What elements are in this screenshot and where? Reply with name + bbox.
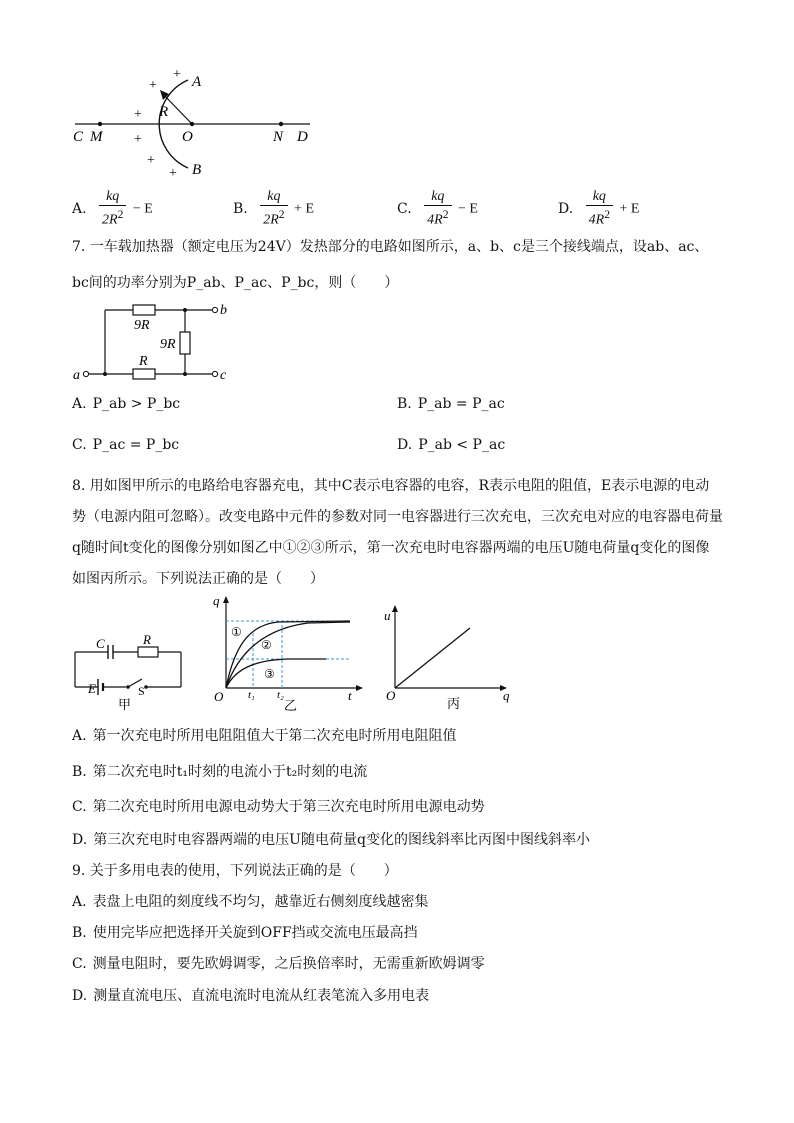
q7-question-line-1: 7. 一车载加热器（额定电压为24V）发热部分的电路如图所示，a、b、c是三个接线端点，设ab、ac、 <box>72 239 709 255</box>
q8-question-line-1: 8. 用如图甲所示的电路给电容器充电，其中C表示电容器的电容，R表示电阻的阻值，E表示电源的电动 <box>72 478 710 494</box>
q8-bing-line <box>395 628 470 688</box>
q8-yi-label-t: t <box>348 688 352 703</box>
q8-option-d[interactable]: D. 第三次充电时电容器两端的电压U随电荷量q变化的图线斜率比丙图中图线斜率小 <box>72 832 590 848</box>
q8-fig-bing <box>380 600 520 715</box>
q8-yi-label-1: ① <box>231 625 242 639</box>
q7-circuit-figure <box>70 300 230 385</box>
q7-option-a[interactable]: A. P_ab > P_bc <box>72 396 181 412</box>
q6-label-D: D <box>297 129 308 145</box>
q8-option-c[interactable]: C. 第二次充电时所用电源电动势大于第三次充电时所用电源电动势 <box>72 799 485 815</box>
q7-option-c[interactable]: C. P_ac = P_bc <box>72 437 180 453</box>
q9-question-line-1: 9. 关于多用电表的使用，下列说法正确的是（ ） <box>72 863 398 879</box>
q6-label-N: N <box>273 129 284 145</box>
q6-option-a[interactable]: A. $\frac{kq}{2R^2}$ − E <box>72 189 153 228</box>
q7-label-b: b <box>220 303 227 318</box>
q8-jia-label-S: S <box>138 684 145 698</box>
q8-bing-label-q: q <box>503 688 510 703</box>
q8-yi-label-3: ③ <box>264 667 275 681</box>
q8-yi-label-t1: t₁ <box>248 689 255 701</box>
q6-plus-sign: + <box>169 166 177 181</box>
q8-jia-label-E: E <box>88 681 96 696</box>
q8-question-line-3: q随时间t变化的图像分别如图乙中①②③所示，第一次充电时电容器两端的电压U随电荷量q变化的图像 <box>72 540 710 556</box>
q8-fig-yi <box>208 593 368 715</box>
q8-bing-label-O: O <box>386 688 396 703</box>
q6-plus-sign: + <box>134 107 142 122</box>
q6-plus-sign: + <box>147 153 155 168</box>
q7-resistor-top <box>133 305 155 315</box>
q6-label-O: O <box>182 129 193 145</box>
q7-label-9R-top: 9R <box>134 318 150 333</box>
q6-plus-sign: + <box>134 132 142 147</box>
q7-label-R-bottom: R <box>139 354 148 369</box>
q7-option-d[interactable]: D. P_ab < P_ac <box>397 437 506 453</box>
q8-question-line-4: 如图丙所示。下列说法正确的是（ ） <box>72 571 324 587</box>
q7-label-a: a <box>73 368 80 383</box>
q8-question-line-2: 势（电源内阻可忽略）。改变电路中元件的参数对同一电容器进行三次充电，三次充电对应的电容器电荷量 <box>72 509 723 525</box>
q6-point-N <box>279 122 283 126</box>
q7-resistor-bottom <box>133 369 155 379</box>
q7-question-line-2: bc间的功率分别为P_ab、P_ac、P_bc，则（ ） <box>72 275 399 291</box>
q7-resistor-right <box>180 332 190 354</box>
q8-yi-label-2: ② <box>261 638 272 652</box>
q6-plus-sign: + <box>173 67 181 82</box>
q9-option-b[interactable]: B. 使用完毕应把选择开关旋到OFF挡或交流电压最高挡 <box>72 925 418 941</box>
q7-label-c: c <box>220 368 227 383</box>
q8-option-a[interactable]: A. 第一次充电时所用电阻阻值大于第二次充电时所用电阻阻值 <box>72 728 457 744</box>
q8-bing-caption: 丙 <box>447 696 461 711</box>
q9-option-a[interactable]: A. 表盘上电阻的刻度线不均匀，越靠近右侧刻度线越密集 <box>72 894 429 910</box>
q6-label-C: C <box>73 129 84 145</box>
q8-fig-jia <box>70 632 190 714</box>
q6-plus-sign: + <box>149 78 157 93</box>
q9-option-d[interactable]: D. 测量直流电压、直流电流时电流从红表笔流入多用电表 <box>72 988 430 1004</box>
q8-resistor <box>138 647 158 657</box>
q8-yi-label-q: q <box>213 593 220 608</box>
q9-option-c[interactable]: C. 测量电阻时，要先欧姆调零，之后换倍率时，无需重新欧姆调零 <box>72 956 485 972</box>
q8-yi-label-t2: t₂ <box>277 689 284 701</box>
q6-option-c[interactable]: C. $\frac{kq}{4R^2}$ − E <box>397 189 478 228</box>
q7-label-9R-right: 9R <box>160 337 176 352</box>
q6-point-O <box>190 122 194 126</box>
q6-label-M: M <box>90 129 103 145</box>
q8-jia-caption: 甲 <box>118 697 132 712</box>
q8-jia-label-R: R <box>143 632 151 647</box>
q8-jia-label-C: C <box>96 636 105 651</box>
q6-point-M <box>98 122 102 126</box>
q8-yi-label-O: O <box>214 689 224 704</box>
q6-figure <box>70 62 320 182</box>
q6-label-B: B <box>192 162 202 178</box>
q6-option-d[interactable]: D. $\frac{kq}{4R^2}$ + E <box>558 189 640 228</box>
q8-yi-caption: 乙 <box>284 698 298 713</box>
q8-yi-curve-2 <box>226 622 350 688</box>
q6-label-R: R <box>159 104 169 120</box>
q7-option-b[interactable]: B. P_ab = P_ac <box>397 396 505 412</box>
q8-bing-label-u: u <box>384 608 391 623</box>
q8-yi-curve-3 <box>226 659 326 688</box>
q6-label-A: A <box>192 74 202 90</box>
q8-option-b[interactable]: B. 第二次充电时t₁时刻的电流小于t₂时刻的电流 <box>72 764 368 780</box>
q6-option-b[interactable]: B. $\frac{kq}{2R^2}$ + E <box>233 189 314 228</box>
